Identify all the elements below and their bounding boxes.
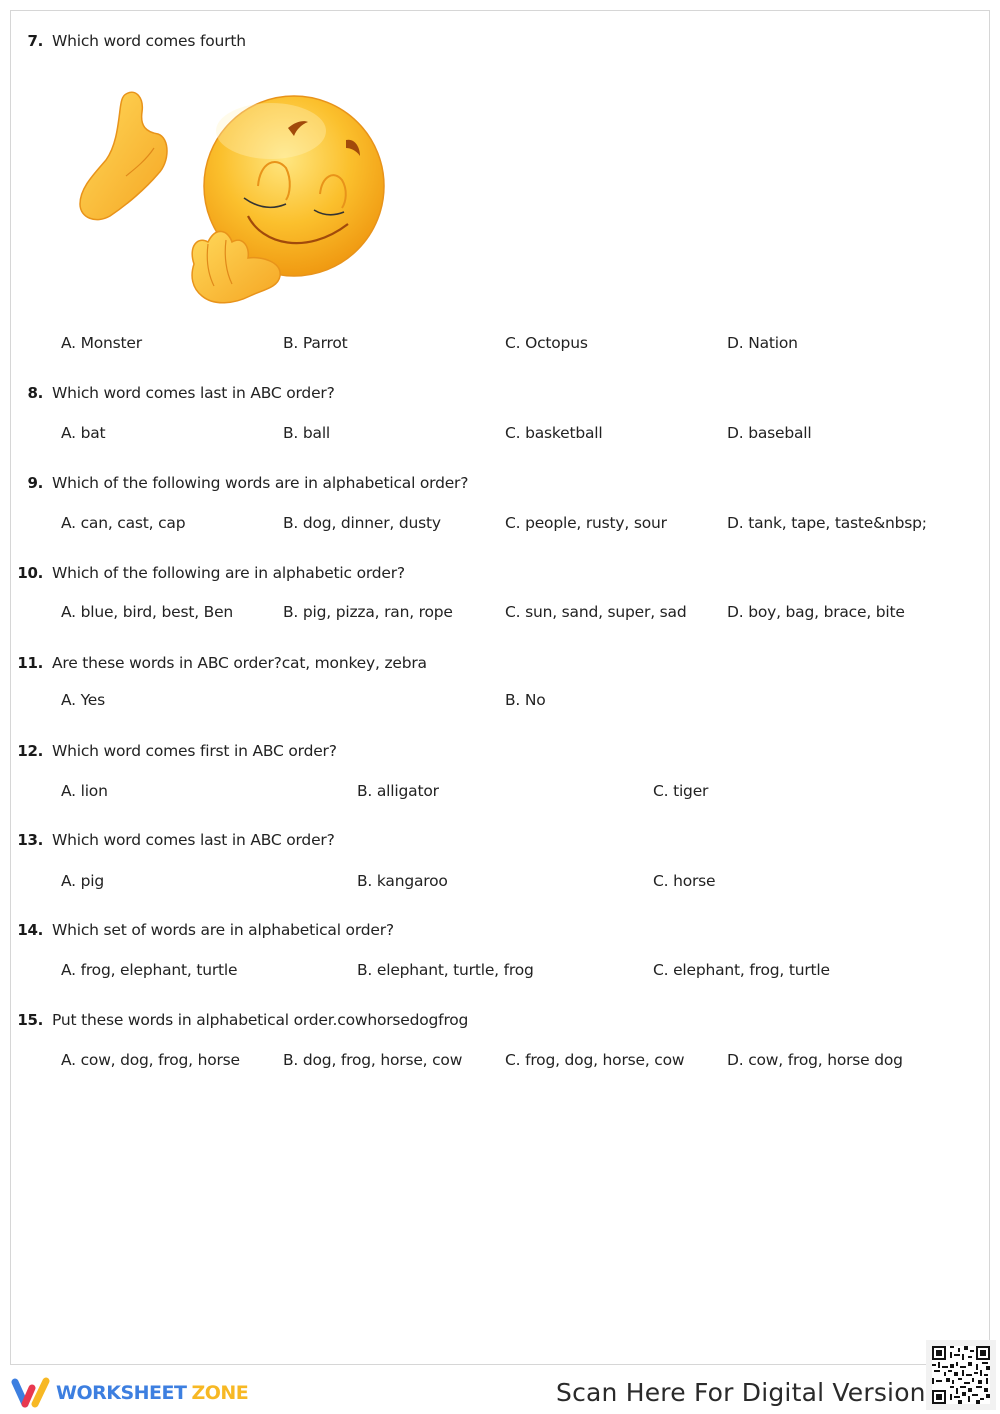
option-d[interactable]: D. tank, tape, taste&nbsp;: [727, 514, 927, 532]
qr-code-icon[interactable]: [926, 1340, 996, 1410]
question-number: 14.: [17, 921, 43, 939]
logo-text-worksheet: WORKSHEET: [56, 1382, 187, 1404]
option-d[interactable]: D. baseball: [727, 424, 812, 442]
answer-options: [61, 872, 991, 894]
option-c[interactable]: C. horse: [653, 872, 716, 890]
question-text: Which word comes last in ABC order?: [52, 384, 335, 402]
option-c[interactable]: C. frog, dog, horse, cow: [505, 1051, 685, 1069]
question-number: 15.: [17, 1011, 43, 1029]
question-number: 11.: [17, 654, 43, 672]
question-text: Put these words in alphabetical order.cowhorsedogfrog: [52, 1011, 469, 1029]
option-a[interactable]: A. frog, elephant, turtle: [61, 961, 238, 979]
option-a[interactable]: A. lion: [61, 782, 108, 800]
option-a[interactable]: A. Monster: [61, 334, 142, 352]
option-b[interactable]: B. elephant, turtle, frog: [357, 961, 534, 979]
option-c[interactable]: C. tiger: [653, 782, 709, 800]
option-c[interactable]: C. basketball: [505, 424, 603, 442]
option-c[interactable]: C. people, rusty, sour: [505, 514, 667, 532]
option-c[interactable]: C. sun, sand, super, sad: [505, 603, 687, 621]
worksheet-page: [10, 10, 990, 1365]
option-b[interactable]: B. dog, dinner, dusty: [283, 514, 441, 532]
question-number: 10.: [17, 564, 43, 582]
question-number: 9.: [27, 474, 43, 492]
worksheetzone-logo-icon: [10, 1376, 52, 1410]
option-c[interactable]: C. elephant, frog, turtle: [653, 961, 830, 979]
question-number: 12.: [17, 742, 43, 760]
option-b[interactable]: B. Parrot: [283, 334, 348, 352]
scan-for-digital-version-text: Scan Here For Digital Version: [556, 1378, 926, 1407]
option-b[interactable]: B. pig, pizza, ran, rope: [283, 603, 453, 621]
option-a[interactable]: A. Yes: [61, 691, 106, 709]
answer-options: [61, 782, 991, 804]
smiling-emoji-image: [66, 76, 396, 321]
worksheetzone-logo[interactable]: [10, 1376, 248, 1410]
option-a[interactable]: A. cow, dog, frog, horse: [61, 1051, 240, 1069]
answer-options: [61, 334, 991, 356]
option-a[interactable]: A. pig: [61, 872, 104, 890]
option-d[interactable]: D. Nation: [727, 334, 798, 352]
option-b[interactable]: B. kangaroo: [357, 872, 448, 890]
option-d[interactable]: D. cow, frog, horse dog: [727, 1051, 903, 1069]
option-a[interactable]: A. bat: [61, 424, 106, 442]
question-number: 7.: [27, 32, 43, 50]
question-text: Which word comes fourth: [52, 32, 246, 50]
question-number: 13.: [17, 831, 43, 849]
logo-text-zone: ZONE: [191, 1382, 249, 1404]
question-number: 8.: [27, 384, 43, 402]
option-b[interactable]: B. No: [505, 691, 546, 709]
option-b[interactable]: B. dog, frog, horse, cow: [283, 1051, 463, 1069]
answer-options: [61, 1051, 991, 1073]
option-a[interactable]: A. can, cast, cap: [61, 514, 186, 532]
answer-options: [61, 961, 991, 983]
option-c[interactable]: C. Octopus: [505, 334, 588, 352]
answer-options: [61, 691, 991, 713]
question-text: Which set of words are in alphabetical order?: [52, 921, 394, 939]
question-text: Which of the following are in alphabetic order?: [52, 564, 405, 582]
question-text: Which word comes first in ABC order?: [52, 742, 337, 760]
answer-options: [61, 514, 991, 536]
question-text: Are these words in ABC order?cat, monkey, zebra: [52, 654, 427, 672]
option-d[interactable]: D. boy, bag, brace, bite: [727, 603, 905, 621]
answer-options: [61, 424, 991, 446]
answer-options: [61, 603, 991, 625]
question-text: Which of the following words are in alphabetical order?: [52, 474, 469, 492]
option-b[interactable]: B. ball: [283, 424, 331, 442]
question-text: Which word comes last in ABC order?: [52, 831, 335, 849]
option-b[interactable]: B. alligator: [357, 782, 439, 800]
option-a[interactable]: A. blue, bird, best, Ben: [61, 603, 234, 621]
